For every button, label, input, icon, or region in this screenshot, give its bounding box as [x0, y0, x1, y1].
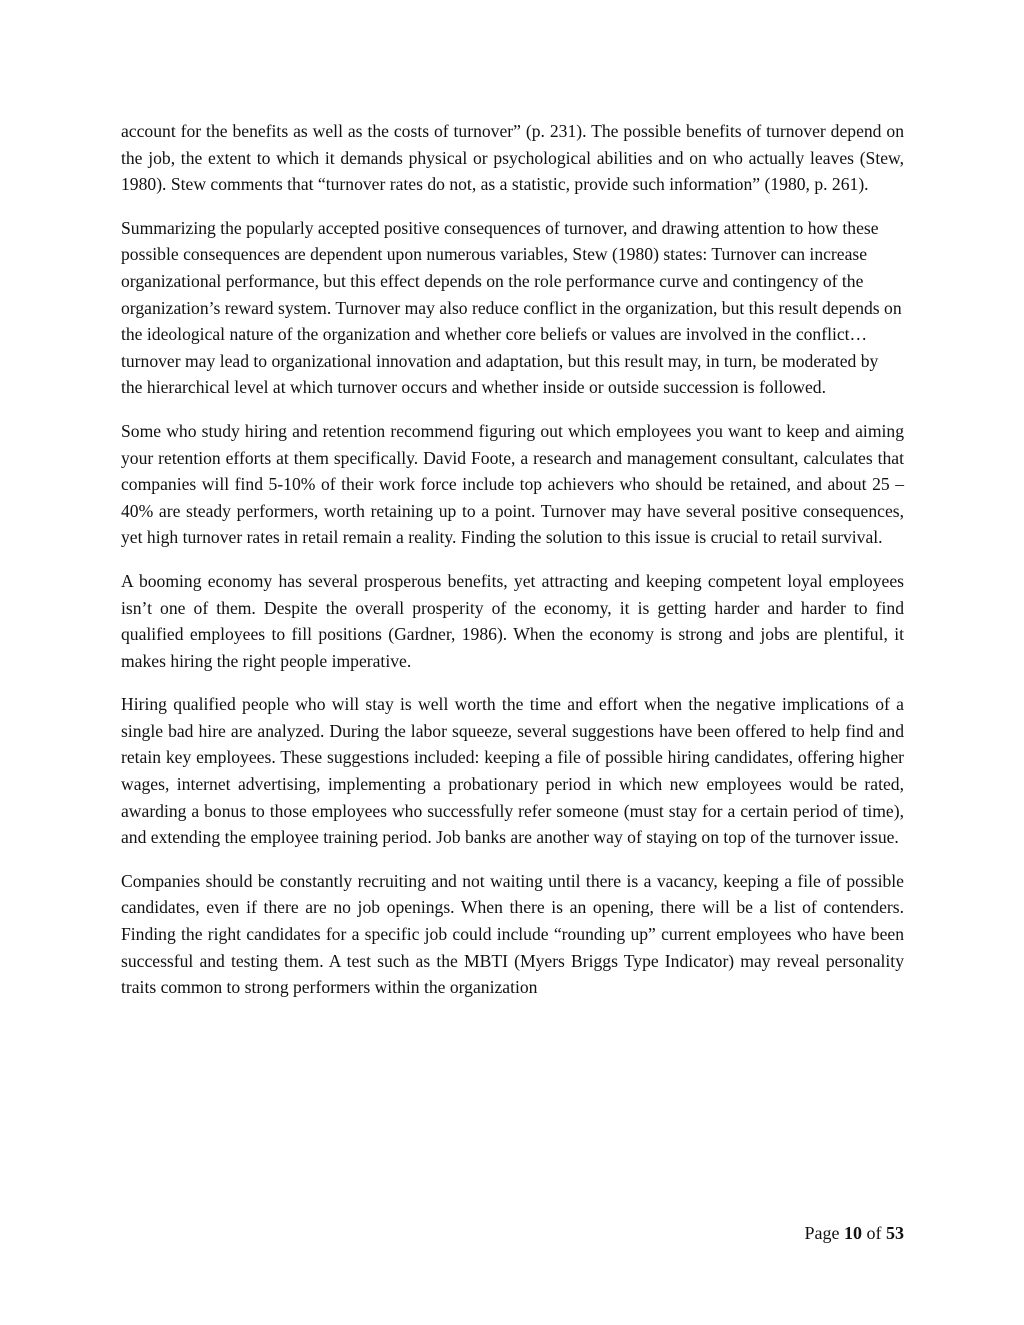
page-number: 10 [844, 1223, 862, 1243]
paragraph-hiring-suggestions: Hiring qualified people who will stay is well worth the time and effort when the negative implications of a single bad hire are analyzed. During the labor squeeze, several suggestions have been offered to help find and retain key employees. These suggestions included: keeping a file of possible hiring candidates, offering higher wages, internet advertising, implementing a probationary period in which new employees would be rated, awarding a bonus to those employees who successfully refer someone (must stay for a certain period of time), and extending the employee training period. Job banks are another way of staying on top of the turnover issue. [121, 694, 904, 848]
paragraph-retention-targets: Some who study hiring and retention recommend figuring out which employees you want to keep and aiming your retention efforts at them specifically. David Foote, a research and management consultant, calculates that companies will find 5-10% of their work force include top achievers who should be retained, and about 25 – 40% are steady performers, worth retaining up to a point. Turnover may have several positive consequences, yet high turnover rates in retail remain a reality. Finding the solution to this issue is crucial to retail survival. [121, 420, 904, 548]
total-pages: 53 [886, 1223, 904, 1243]
page-footer [805, 1221, 905, 1245]
paragraph-constant-recruiting: Companies should be constantly recruiting and not waiting until there is a vacancy, keeping a file of possible candidates, even if there are no job openings. When there is an opening, there will be a list of contenders. Finding the right candidates for a specific job could include “rounding up” current employees who have been successful and testing them. A test such as the MBTI (Myers Briggs Type Indicator) may reveal personality traits common to strong performers within the organization [121, 870, 904, 998]
paragraph-stew-quote: Summarizing the popularly accepted positive consequences of turnover, and drawing attention to how these possible consequences are dependent upon numerous variables, Stew (1980) states: Turnover can increase organizational performance, but this effect depends on the role performance curve and contingency of the organization’s reward system. Turnover may also reduce conflict in the organization, but this result depends on the ideological nature of the organization and whether core beliefs or values are involved in the conflict… turnover may lead to organizational innovation and adaptation, but this result may, in turn, be moderated by the hierarchical level at which turnover occurs and whether inside or outside succession is followed. [121, 217, 902, 398]
page-word: Page [804, 1223, 840, 1243]
of-word: of [866, 1223, 882, 1243]
body-text [121, 118, 904, 1018]
paragraph-booming-economy: A booming economy has several prosperous benefits, yet attracting and keeping competent loyal employees isn’t one of them. Despite the overall prosperity of the economy, it is getting harder and harder to find qualified employees to fill positions (Gardner, 1986). When the economy is strong and jobs are plentiful, it makes hiring the right people imperative. [121, 570, 904, 671]
paragraph-turnover-benefits: account for the benefits as well as the costs of turnover” (p. 231). The possible benefits of turnover depend on the job, the extent to which it demands physical or psychological abilities and on who actually leaves (Stew, 1980). Stew comments that “turnover rates do not, as a statistic, provide such information” (1980, p. 261). [121, 121, 904, 195]
